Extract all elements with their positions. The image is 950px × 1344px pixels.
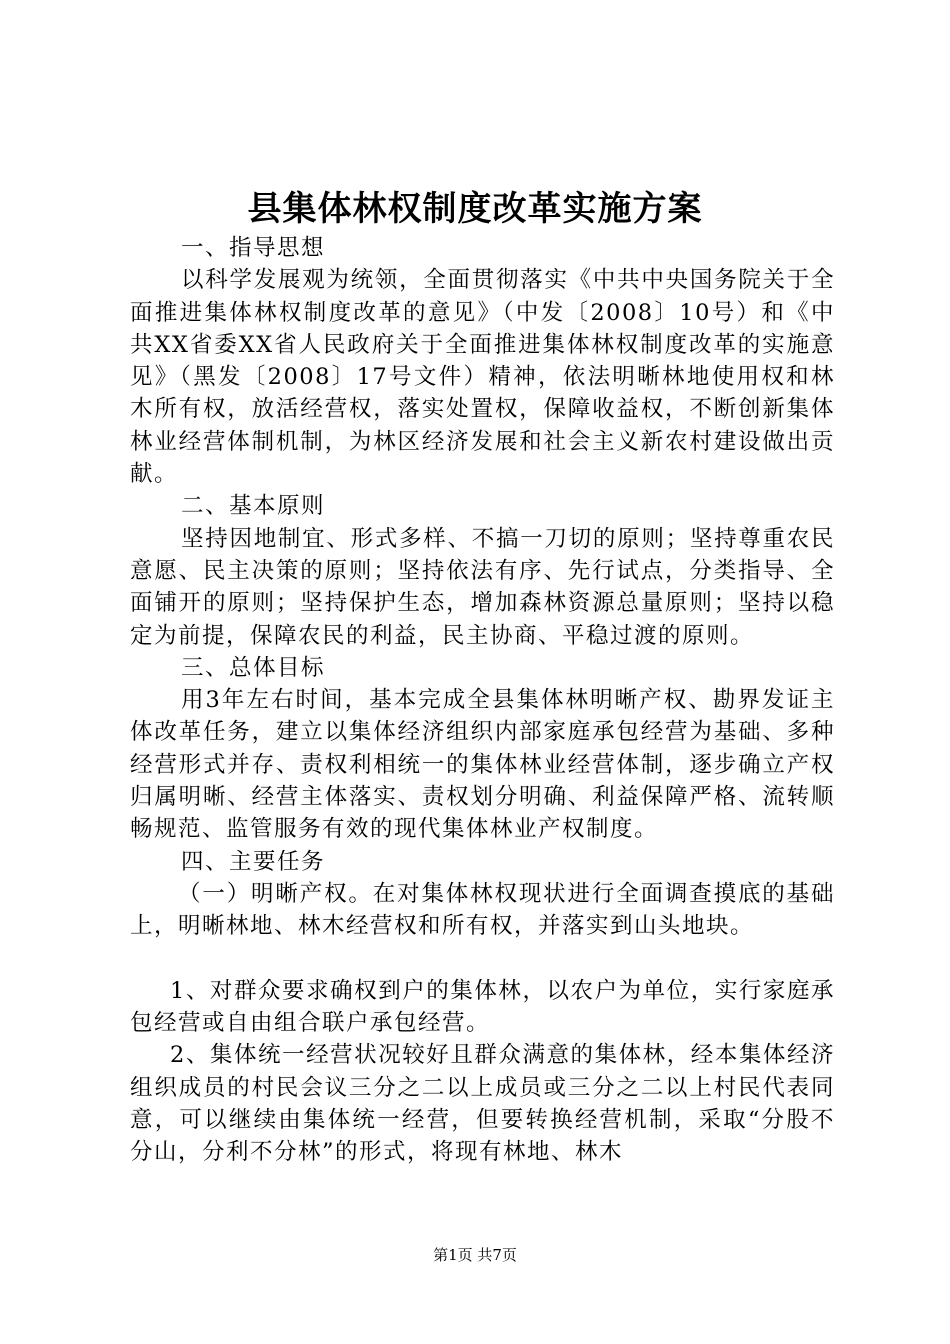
section-heading-main-tasks: 四、主要任务 <box>181 848 326 875</box>
section-heading-basic-principles: 二、基本原则 <box>181 493 326 520</box>
list-item-household-contract: 1、对群众要求确权到户的集体林，以农户为单位，实行家庭承包经营或自由组合联户承包经营。 <box>130 977 835 1037</box>
paragraph-guiding-thought: 以科学发展观为统领，全面贯彻落实《中共中央国务院关于全面推进集体林权制度改革的意见》（中发〔2008〕10号）和《中共XX省委XX省人民政府关于全面推进集体林权制度改革的实施意见》（黑发〔2008〕17号文件）精神，依法明晰林地使用权和林木所有权，放活经营权，落实处置权，保障收益权，不断创新集体林业经营体制机制，为林区经济发展和社会主义新农村建设做出贡献。 <box>130 267 835 488</box>
section-heading-overall-goal: 三、总体目标 <box>181 654 326 681</box>
list-item-collective-management: 2、集体统一经营状况较好且群众满意的集体林，经本集体经济组织成员的村民会议三分之二以上成员或三分之二以上村民代表同意，可以继续由集体统一经营，但要转换经营机制，采取“分股不分山，分利不分林”的形式，将现有林地、林木 <box>130 1042 835 1166</box>
paragraph-basic-principles: 坚持因地制宜、形式多样、不搞一刀切的原则；坚持尊重农民意愿、民主决策的原则；坚持依法有序、先行试点，分类指导、全面铺开的原则；坚持保护生态，增加森林资源总量原则；坚持以稳定为前提，保障农民的利益，民主协商、平稳过渡的原则。 <box>130 525 835 649</box>
blank-line <box>130 943 835 975</box>
section-heading-guiding-thought: 一、指导思想 <box>181 235 326 261</box>
document-title: 县集体林权制度改革实施方案 <box>247 189 703 229</box>
paragraph-overall-goal: 用3年左右时间，基本完成全县集体林明晰产权、勘界发证主体改革任务，建立以集体经济组织内部家庭承包经营为基础、多种经营形式并存、责权利相统一的集体林业经营体制，逐步确立产权归属明晰、经营主体落实、责权划分明确、利益保障严格、流转顺畅规范、监管服务有效的现代集体林业产权制度。 <box>130 687 835 843</box>
paragraph-clarify-property-rights: （一）明晰产权。在对集体林权现状进行全面调查摸底的基础上，明晰林地、林木经营权和所有权，并落实到山头地块。 <box>130 880 835 940</box>
page-number-footer: 第1页 共7页 <box>433 1246 517 1264</box>
document-body <box>130 232 835 1169</box>
